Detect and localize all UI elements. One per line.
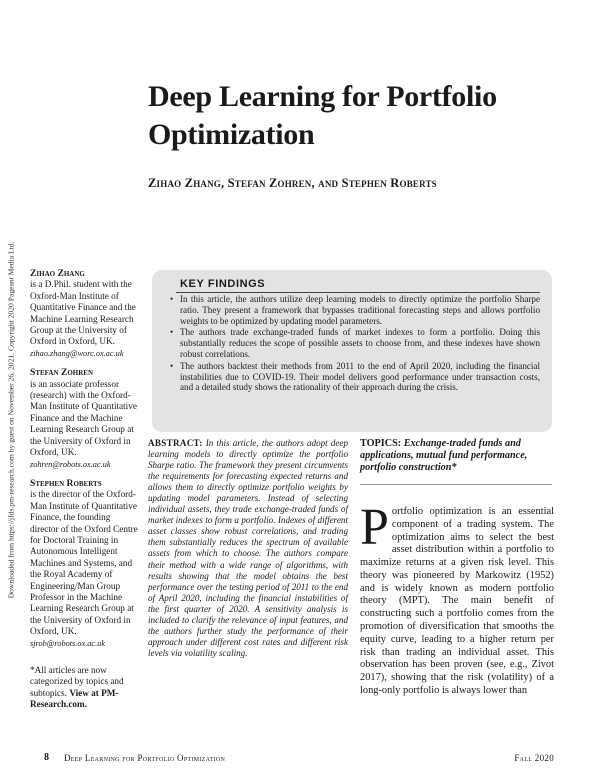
article-title: Deep Learning for Portfolio Optimization (148, 80, 497, 151)
author-bio (30, 478, 138, 649)
bio-email[interactable]: zohren@robots.ox.ac.uk (30, 459, 111, 469)
key-finding-item: • The authors trade exchange-traded funds of market indexes to form a portfolio. Doing this substantially reduces the scope of possible assets to choose from, and these indexes have shown robust correlations. (170, 327, 540, 359)
topics-note (30, 665, 138, 711)
download-notice-text: Downloaded from https://jfds.pm-research.com by guest on November 26, 2021. Copyright 2020 Pageant Media Ltd. (6, 241, 16, 599)
page-number: 8 (44, 752, 49, 763)
key-finding-item: • The authors backtest their methods from 2011 to the end of April 2020, including the financial instabilities due to COVID-19. Their model delivers good performance under transaction costs, and a detailed study shows the rationality of their approach during the crisis. (170, 361, 540, 393)
running-title: Deep Learning for Portfolio Optimization (64, 753, 226, 763)
topics-label: TOPICS: (360, 438, 402, 449)
download-notice (2, 190, 20, 650)
abstract-text: In this article, the authors adopt deep learning models to directly optimize the portfolio Sharpe ratio. The framework they present circumvents the requirements for forecasting expected returns and allows them to directly optimize portfolio weights by updating model parameters. Instead of selecting individual assets, they trade exchange-traded funds of market indexes to form a portfolio. Indexes of different asset classes show robust correlations, and trading them substantially reduces the spectrum of available assets from which to choose. The authors compare their method with a wide range of algorithms, with results showing that the model obtains the best performance over the testing period of 2011 to the end of April 2020, including the financial instabilities of the first quarter of 2020. A sensitivity analysis is included to clarify the relevance of input features, and the authors further study the performance of their approach under different cost rates and different risk levels via volatility scaling. (148, 438, 348, 658)
author-bio (30, 367, 138, 470)
drop-cap: P (360, 499, 389, 556)
bio-email[interactable]: sjrob@robots.ox.ac.uk (30, 638, 105, 648)
key-findings-heading: KEY FINDINGS (180, 278, 266, 290)
topics-list: Exchange-traded funds and applications, mutual fund performance, portfolio construction* (360, 438, 528, 473)
abstract-label: ABSTRACT: (148, 438, 203, 448)
bio-name: Zihao Zhang (30, 268, 85, 279)
pm-research-link[interactable]: View at PM-Research.com. (30, 687, 119, 710)
topics (360, 438, 552, 474)
author-bios (30, 268, 138, 711)
key-findings-divider (176, 292, 540, 293)
bio-text: is an associate professor (research) with the Oxford-Man Institute of Quantitative Finance and the Machine Learning Research Group at the University of Oxford in Oxford, UK. (30, 378, 137, 458)
author-bio (30, 268, 138, 359)
article-body (360, 499, 554, 698)
topics-divider (360, 484, 552, 485)
abstract (148, 438, 348, 659)
author-list: Zihao Zhang, Stefan Zohren, and Stephen Roberts (148, 176, 437, 190)
issue-label: Fall 2020 (514, 753, 554, 763)
body-paragraph: ortfolio optimization is an essential component of a trading system. The optimization aims to select the best asset distribution within a portfolio to maximize returns at a given risk level. This theory was pioneered by Markowitz (1952) and is widely known as modern portfolio theory (MPT). The main benefit of constructing such a portfolio comes from the promotion of diversification that smooths the equity curve, leading to a higher return per risk than trading an individual asset. This observation has been proven (see, e.g., Zivot 2017), showing that the risk (volatility) of a long-only portfolio is always lower than (360, 506, 554, 696)
bio-name: Stefan Zohren (30, 367, 94, 379)
bio-text: is a D.Phil. student with the Oxford-Man Institute of Quantitative Finance and the Machine Learning Research Group at the University of Oxford in Oxford, UK. (30, 279, 136, 347)
bio-text: is the director of the Oxford-Man Institute of Quantitative Finance, the founding director of the Oxford Centre for Doctoral Training in Autonomous Intelligent Machines and Systems, and the Royal Academy of Engineering/Man Group Professor in the Machine Learning Research Group at the University of Oxford in Oxford, UK. (30, 489, 138, 637)
topics-note-text: *All articles are now categorized by topics and subtopics. (30, 665, 124, 698)
key-finding-item: • In this article, the authors utilize deep learning models to directly optimize the portfolio Sharpe ratio. They present a framework that bypasses traditional forecasting steps and allows portfolio weights to be optimized by updating model parameters. (170, 294, 540, 326)
bio-email[interactable]: zihao.zhang@worc.ox.ac.uk (30, 348, 124, 358)
key-findings-list (170, 294, 540, 394)
bio-name: Stephen Roberts (30, 477, 102, 489)
